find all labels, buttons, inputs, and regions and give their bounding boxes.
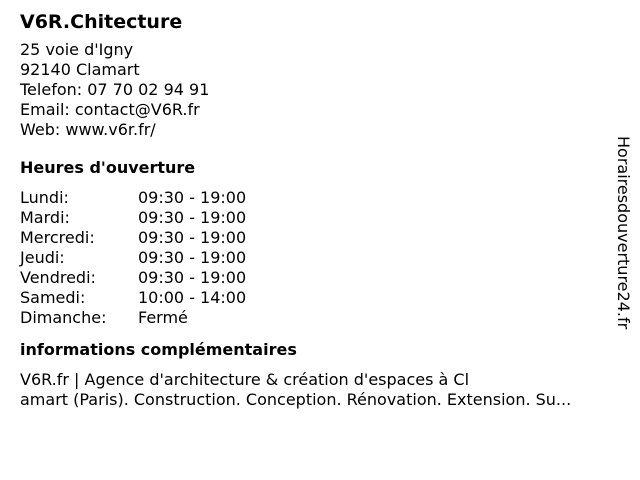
site-watermark: Horairesdouverture24.fr <box>614 136 633 330</box>
opening-hours-title: Heures d'ouverture <box>20 158 196 177</box>
hours-row-monday <box>20 188 620 208</box>
opening-hours-table <box>20 188 620 328</box>
additional-info-title: informations complémentaires <box>20 340 297 359</box>
hours-day: Samedi: <box>20 288 86 307</box>
phone-line: Telefon: 07 70 02 94 91 <box>20 80 210 99</box>
hours-row-sunday <box>20 308 620 328</box>
hours-time: Fermé <box>138 308 188 327</box>
hours-time: 09:30 - 19:00 <box>138 248 247 267</box>
description-line: amart (Paris). Construction. Conception. Rénovation. Extension. Su... <box>20 390 572 409</box>
business-card <box>20 10 620 410</box>
business-name: V6R.Chitecture <box>20 11 183 33</box>
hours-row-thursday <box>20 248 620 268</box>
hours-day: Jeudi: <box>20 248 65 267</box>
hours-day: Vendredi: <box>20 268 96 287</box>
hours-day: Mardi: <box>20 208 70 227</box>
hours-row-wednesday <box>20 228 620 248</box>
hours-time: 09:30 - 19:00 <box>138 228 247 247</box>
hours-row-tuesday <box>20 208 620 228</box>
description-line: V6R.fr | Agence d'architecture & création d'espaces à Cl <box>20 370 470 389</box>
hours-row-friday <box>20 268 620 288</box>
hours-time: 10:00 - 14:00 <box>138 288 247 307</box>
website-line: Web: www.v6r.fr/ <box>20 120 156 139</box>
hours-time: 09:30 - 19:00 <box>138 188 247 207</box>
hours-time: 09:30 - 19:00 <box>138 268 247 287</box>
hours-day: Mercredi: <box>20 228 95 247</box>
email-line: Email: contact@V6R.fr <box>20 100 200 119</box>
hours-day: Lundi: <box>20 188 69 207</box>
business-description <box>20 370 630 410</box>
address-street: 25 voie d'Igny <box>20 40 134 59</box>
address-city: 92140 Clamart <box>20 60 140 79</box>
hours-time: 09:30 - 19:00 <box>138 208 247 227</box>
hours-row-saturday <box>20 288 620 308</box>
hours-day: Dimanche: <box>20 308 107 327</box>
